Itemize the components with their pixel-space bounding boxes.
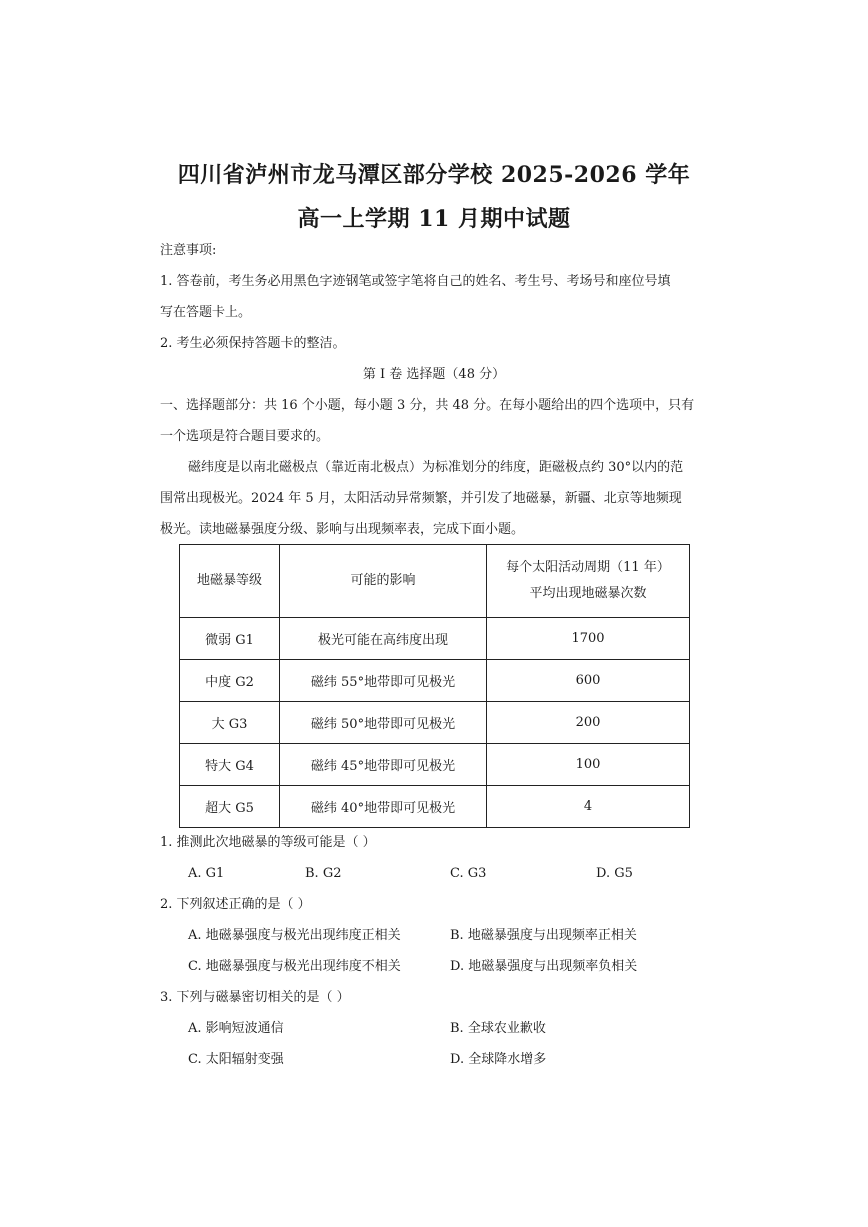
table-cell: 200 [487, 702, 690, 744]
question-1-option-b: B. G2 [305, 866, 342, 881]
question-3-option-a: A. 影响短波通信 [188, 1021, 284, 1036]
question-2-option-a: A. 地磁暴强度与极光出现纬度正相关 [188, 928, 401, 943]
section-intro-line-1: 一、选择题部分：共 16 个小题，每小题 3 分，共 48 分。在每小题给出的四个选项中，只有 [160, 398, 695, 413]
notice-item-1-line-2: 写在答题卡上。 [160, 305, 252, 320]
table-header-cell: 地磁暴等级 [180, 545, 280, 618]
table-cell: 4 [487, 786, 690, 828]
question-1-option-d: D. G5 [596, 866, 633, 881]
table-cell: 磁纬 50°地带即可见极光 [280, 702, 487, 744]
table-row [180, 702, 690, 744]
question-2-stem: 2. 下列叙述正确的是（ ） [160, 897, 311, 912]
question-1-option-a: A. G1 [188, 866, 225, 881]
table-row [180, 744, 690, 786]
question-3-option-c: C. 太阳辐射变强 [188, 1052, 284, 1067]
table-header-cell: 可能的影响 [280, 545, 487, 618]
section-title: 第 I 卷 选择题（48 分） [362, 367, 506, 382]
table-cell: 极光可能在高纬度出现 [280, 618, 487, 660]
table-row [180, 618, 690, 660]
table-header-cell [487, 545, 690, 618]
notice-item-2: 2. 考生必须保持答题卡的整洁。 [160, 336, 346, 351]
table-cell: 磁纬 40°地带即可见极光 [280, 786, 487, 828]
question-3-stem: 3. 下列与磁暴密切相关的是（ ） [160, 990, 350, 1005]
table-cell: 100 [487, 744, 690, 786]
table-cell: 微弱 G1 [180, 618, 280, 660]
table-row [180, 786, 690, 828]
question-3-option-b: B. 全球农业歉收 [450, 1021, 546, 1036]
passage-line-1: 磁纬度是以南北磁极点（靠近南北极点）为标准划分的纬度，距磁极点约 30°以内的范 [188, 460, 684, 475]
question-2-option-c: C. 地磁暴强度与极光出现纬度不相关 [188, 959, 401, 974]
table-row [180, 660, 690, 702]
table-cell: 磁纬 55°地带即可见极光 [280, 660, 487, 702]
notice-heading: 注意事项: [160, 243, 217, 258]
table-cell: 1700 [487, 618, 690, 660]
question-3-option-d: D. 全球降水增多 [450, 1052, 547, 1067]
notice-item-1-line-1: 1. 答卷前，考生务必用黑色字迹钢笔或签字笔将自己的姓名、考生号、考场号和座位号填 [160, 274, 671, 289]
table-cell: 中度 G2 [180, 660, 280, 702]
table-header-text: 平均出现地磁暴次数 [529, 586, 647, 601]
table-cell: 大 G3 [180, 702, 280, 744]
table-cell: 磁纬 45°地带即可见极光 [280, 744, 487, 786]
table-cell: 特大 G4 [180, 744, 280, 786]
table-cell: 超大 G5 [180, 786, 280, 828]
section-intro-line-2: 一个选项是符合题目要求的。 [160, 429, 330, 444]
question-1-stem: 1. 推测此次地磁暴的等级可能是（ ） [160, 835, 376, 850]
table-header-row [180, 545, 690, 618]
geomagnetic-storm-table [179, 544, 690, 828]
passage-line-3: 极光。读地磁暴强度分级、影响与出现频率表，完成下面小题。 [160, 522, 525, 537]
question-2-option-b: B. 地磁暴强度与出现频率正相关 [450, 928, 637, 943]
table-cell: 600 [487, 660, 690, 702]
table-header-text: 每个太阳活动周期（11 年） [506, 560, 670, 575]
passage-line-2: 围常出现极光。2024 年 5 月，太阳活动异常频繁，并引发了地磁暴，新疆、北京等地频现 [160, 491, 682, 506]
question-2-option-d: D. 地磁暴强度与出现频率负相关 [450, 959, 638, 974]
page-title-line2: 高一上学期 11 月期中试题 [297, 206, 571, 232]
page-title-line1: 四川省泸州市龙马潭区部分学校 2025-2026 学年 [177, 162, 691, 188]
question-1-option-c: C. G3 [450, 866, 487, 881]
